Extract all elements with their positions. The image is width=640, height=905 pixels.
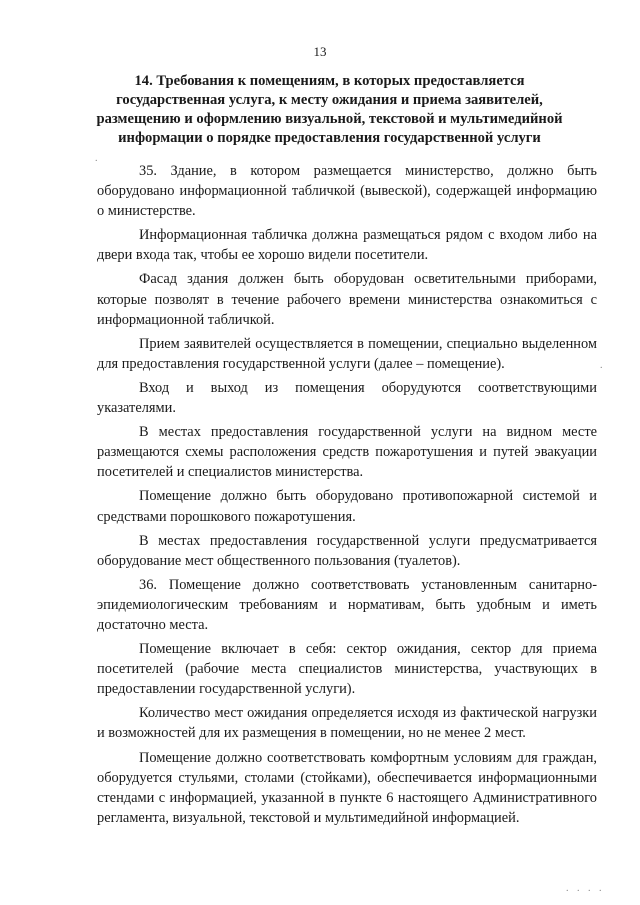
document-body	[97, 161, 597, 832]
paragraph: В местах предоставления государственной услуги на видном месте размещаются схемы расположения средств пожаротушения и путей эвакуации посетителей и специалистов министерства.	[97, 424, 597, 481]
paragraph: Помещение должно соответствовать комфортным условиям для граждан, оборудуется стульями, столами (стойками), обеспечивается информационными стендами с информацией, указанной в пункте 6 настоящего Административного регламента, визуальной, текстовой и мультимедийной информацией.	[97, 749, 597, 826]
paragraph: Вход и выход из помещения оборудуются соответствующими указателями.	[97, 379, 597, 417]
paragraph: Количество мест ожидания определяется исходя из фактической нагрузки и возможностей для их размещения в помещении, но не менее 2 мест.	[97, 705, 597, 742]
scan-speck: . . . .	[566, 883, 605, 894]
section-title: 14. Требования к помещениям, в которых предоставляется государственная услуга, к месту ожидания и приема заявителей, размещению и оформлению визуальной, текстовой и мультимедийной информации о порядке предоставления государственной услуги	[96, 73, 563, 146]
paragraph: Помещение включает в себя: сектор ожидания, сектор для приема посетителей (рабочие места специалистов министерства, участвующих в предоставлении государственной услуги).	[97, 641, 597, 698]
paragraph: 35. Здание, в котором размещается министерство, должно быть оборудовано информационной табличкой (вывеской), содержащей информацию о министерстве.	[97, 163, 597, 220]
paragraph: 36. Помещение должно соответствовать установленным санитарно-эпидемиологическим требованиям и нормативам, быть удобным и иметь достаточно места.	[97, 576, 597, 633]
paragraph: Помещение должно быть оборудовано противопожарной системой и средствами порошкового пожаротушения.	[97, 488, 597, 525]
page-number: 13	[313, 44, 327, 59]
scan-speck: .	[600, 360, 603, 371]
paragraph: Информационная табличка должна размещаться рядом с входом либо на двери входа так, чтобы ее хорошо видели посетители.	[97, 227, 597, 264]
paragraph: Фасад здания должен быть оборудован осветительными приборами, которые позволят в течение рабочего времени министерства ознакомиться с информационной табличкой.	[97, 271, 597, 328]
paragraph: В местах предоставления государственной услуги предусматривается оборудование мест общественного пользования (туалетов).	[97, 532, 597, 569]
scan-speck: .	[95, 153, 98, 164]
paragraph: Прием заявителей осуществляется в помещении, специально выделенном для предоставления государственной услуги (далее – помещение).	[97, 335, 597, 372]
